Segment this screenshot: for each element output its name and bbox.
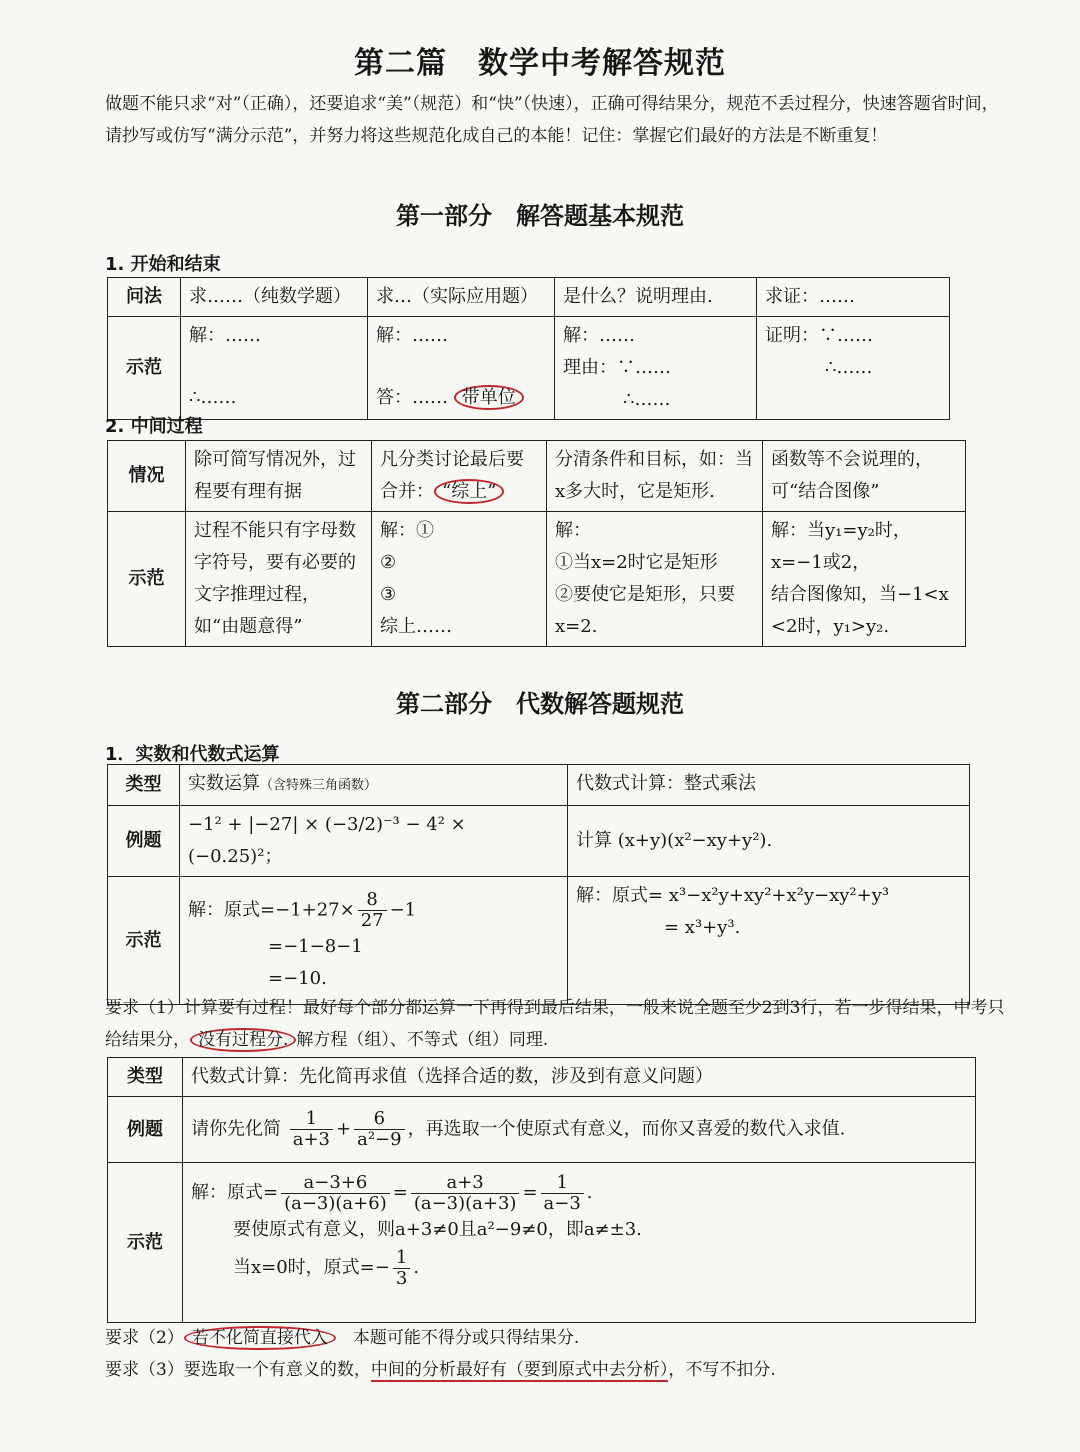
no-process-circled-note: 没有过程分. [190, 1028, 296, 1052]
requirement-2 [105, 1322, 1020, 1354]
demo-line: 解：当y₁=y₂时， [771, 520, 911, 541]
demo-cell: 过程不能只有字母数字符号，要有必要的文字推理过程，如“由题意得” [186, 512, 372, 647]
section-process-heading: 2. 中间过程 [105, 416, 203, 437]
type-text: 实数运算 [188, 773, 260, 794]
denominator: (a−3)(a+3) [413, 1192, 517, 1214]
denominator: a−3 [543, 1192, 581, 1214]
demo-line: 解：原式= x³−x²y+xy²+x²y−xy²+y³ [576, 885, 890, 906]
numerator: 1 [290, 1109, 333, 1130]
demo-line: <2时，y₁>y₂. [771, 616, 890, 637]
demo-line: ③ [380, 584, 397, 605]
numerator: 8 [358, 890, 387, 911]
demo-cell [183, 1163, 976, 1323]
fraction [393, 1248, 410, 1289]
summary-circled-note: “综上” [434, 479, 504, 504]
demo-text: 解：原式=−1+27× [188, 899, 355, 921]
row-label: 例题 [108, 1097, 183, 1163]
example-cell: 计算 (x+y)(x²−xy+y²). [568, 806, 970, 877]
header-cell: 问法 [108, 278, 181, 317]
demo-cell [568, 877, 970, 1005]
type-cell: 代数式计算：先化简再求值（选择合适的数，涉及到有意义问题） [183, 1058, 976, 1097]
demo-line [188, 890, 559, 931]
demo-text: 当x=0时，原式=− [233, 1257, 390, 1278]
demo-line: 解：…… [376, 325, 448, 346]
demo-line: ②要使它是矩形，只要 [555, 584, 735, 605]
type-cell [180, 765, 568, 806]
demo-line: x=−1或2， [771, 552, 871, 573]
example-cell: 请你先化简 $\frac{1}{a+3}$ + $\frac{6}{\text{a²−9}}$ ，再选取一个使原式有意义，而你又喜爱的数代入求值. [183, 1097, 976, 1163]
demo-cell [180, 877, 568, 1005]
numerator: 1 [541, 1173, 584, 1194]
demo-text: −1 [389, 899, 417, 921]
demo-cell [763, 512, 966, 647]
fraction [541, 1173, 584, 1214]
numerator: 1 [393, 1248, 410, 1269]
denominator: (a−3)(a+6) [284, 1192, 387, 1214]
header-cell: 是什么？说明理由. [555, 278, 757, 317]
row-label: 例题 [108, 806, 180, 877]
demo-line: 当x=0时，原式=− $\frac{1}{3}$ . [233, 1246, 420, 1289]
demo-line: 证明：∵…… [765, 325, 873, 346]
row-label: 类型 [108, 765, 180, 806]
demo-line: 综上…… [380, 616, 452, 637]
demo-text: 答：…… [376, 387, 448, 408]
requirement-text: 本题可能不得分或只得结果分. [352, 1328, 580, 1348]
denominator: 3 [395, 1267, 408, 1289]
denominator: a²−9 [357, 1129, 402, 1150]
type-cell: 代数式计算：整式乘法 [568, 765, 970, 806]
part1-heading: 第一部分 解答题基本规范 [396, 202, 684, 230]
demo-line [376, 382, 546, 414]
requirement-text: 要求（3）要选取一个有意义的数， [105, 1360, 371, 1380]
demo-cell [372, 512, 547, 647]
fraction [358, 890, 387, 931]
demo-line: =−10. [268, 968, 327, 989]
process-table [107, 440, 966, 647]
unit-circled-note: 带单位 [454, 385, 524, 410]
demo-line: =−1−8−1 [268, 936, 363, 957]
requirement-text: 要求（1）计算要有过程！最好每个部分都运算一下再得到最后结果，一般来说全题至少2到3行，若一步得结果，中考只给结果分， [105, 998, 1005, 1050]
example-cell: −1² + |−27| × (−3/2)⁻³ − 4² × (−0.25)²； [180, 806, 568, 877]
fraction [354, 1109, 404, 1150]
example-text: 请你先化简 [191, 1118, 281, 1140]
row-label: 情况 [108, 441, 186, 512]
section-real-number-heading: 1．实数和代数式运算 [105, 744, 280, 765]
intro-paragraph: 做题不能只求“对”（正确），还要追求“美”（规范）和“快”（快速），正确可得结果分，规范不丢过程分，快速答题省时间，请抄写或仿写“满分示范”，并努力将这些规范化成自己的本能！记住：掌握它们最好的方法是不断重复！ [105, 94, 999, 146]
type-note: （含特殊三角函数） [260, 778, 378, 793]
demo-line: ∴…… [825, 357, 873, 378]
row-label: 示范 [108, 877, 180, 1005]
part2-heading: 第二部分 代数解答题规范 [396, 690, 684, 718]
numerator: 6 [354, 1109, 404, 1130]
demo-cell [368, 317, 555, 420]
demo-line: 解：原式= $\frac{a-3+6}{(a-3)(a+6)}$ = $\frac{a+3}{(a-3)(a+3)}$ = $\frac{1}{a-3}$ . [191, 1171, 593, 1214]
demo-line: 结合图像知，当−1<x [771, 584, 949, 605]
fraction [281, 1173, 390, 1214]
requirement-text: 要求（2） [105, 1328, 184, 1348]
demo-cell [757, 317, 950, 420]
header-cell: 求证：…… [757, 278, 950, 317]
demo-cell [547, 512, 763, 647]
denominator: 27 [360, 910, 384, 931]
denominator: a+3 [292, 1129, 330, 1150]
demo-line: 解：① [380, 520, 434, 541]
demo-line: = x³+y³. [664, 917, 741, 938]
example-text: ，再选取一个使原式有意义，而你又喜爱的数代入求值. [407, 1118, 846, 1140]
demo-line: 解：…… [189, 325, 261, 346]
header-cell: 求…（实际应用题） [368, 278, 555, 317]
row-label: 类型 [108, 1058, 183, 1097]
fraction [411, 1173, 520, 1214]
demo-cell [181, 317, 368, 420]
start-end-table [107, 277, 950, 420]
fraction [290, 1109, 333, 1150]
situation-cell [372, 441, 547, 512]
requirement-1 [105, 992, 1020, 1056]
demo-line: ∴…… [623, 389, 671, 410]
direct-substitute-circled-note: 若不化简直接代入 [184, 1326, 336, 1350]
demo-cell [555, 317, 757, 420]
requirement-3 [105, 1354, 1020, 1386]
real-number-table [107, 764, 970, 1005]
demo-line: 解：…… [563, 325, 635, 346]
simplify-table [107, 1057, 976, 1323]
numerator: a−3+6 [281, 1173, 390, 1194]
situation-text: 凡分类讨论最后要合并： [380, 449, 524, 502]
demo-line: ② [380, 552, 397, 573]
row-label: 示范 [108, 317, 181, 420]
demo-line: x=2. [555, 616, 598, 637]
situation-cell: 分清条件和目标，如：当x多大时，它是矩形. [547, 441, 763, 512]
row-label: 示范 [108, 512, 186, 647]
row-label: 示范 [108, 1163, 183, 1323]
header-cell: 求……（纯数学题） [181, 278, 368, 317]
numerator: a+3 [411, 1173, 520, 1194]
demo-line: ∴…… [189, 387, 237, 408]
demo-line: 解： [555, 520, 591, 541]
situation-cell: 函数等不会说理的，可“结合图像” [763, 441, 966, 512]
analysis-underlined-note: 中间的分析最好有（要到原式中去分析） [370, 1360, 669, 1380]
section-start-end-heading: 1. 开始和结束 [105, 254, 221, 275]
demo-line: 理由：∵…… [563, 357, 671, 378]
requirement-text: 解方程（组）、不等式（组）同理. [296, 1030, 549, 1050]
situation-cell: 除可简写情况外，过程要有理有据 [186, 441, 372, 512]
page-title: 第二篇 数学中考解答规范 [354, 46, 726, 81]
demo-line: 要使原式有意义，则a+3≠0且a²−9≠0，即a≠±3. [233, 1219, 642, 1240]
demo-line: ①当x=2时它是矩形 [555, 552, 718, 573]
requirement-text: ，不写不扣分. [668, 1360, 776, 1380]
demo-text: 解：原式= [191, 1182, 279, 1203]
